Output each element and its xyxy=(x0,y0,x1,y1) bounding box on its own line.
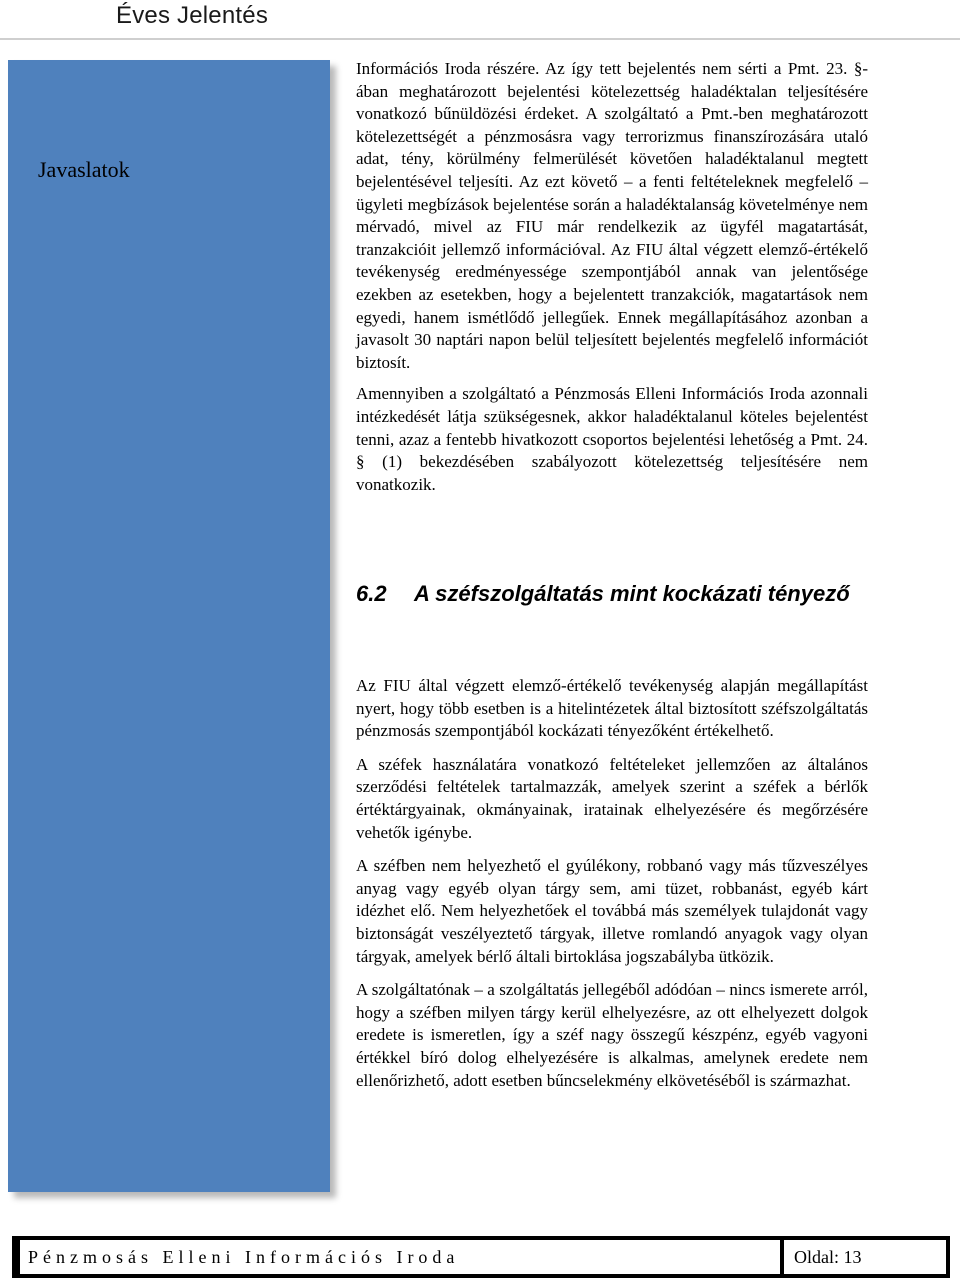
sidebar-panel xyxy=(8,60,330,1192)
section-number: 6.2 xyxy=(356,581,387,606)
paragraph: Az FIU által végzett elemző-értékelő tevékenység alapján megállapítást nyert, hogy több esetben is a hitelintézetek által biztosított széfszolgáltatás pénzmosás szempontjából kockázati tényezőként értékelhető. xyxy=(356,676,868,741)
footer-page-number: Oldal: 13 xyxy=(784,1240,946,1274)
page-footer xyxy=(12,1236,950,1278)
paragraph: A szolgáltatónak – a szolgáltatás jellegéből adódóan – nincs ismerete arról, hogy a széfben milyen tárgy kerül elhelyezésre, az ott elhelyezett dolgok eredete is ismeretlen, így a széf nagy összegű készpénz, egyéb vagyoni értékkel bíró dolog elhelyezésére is alkalmas, amelynek eredete nem ellenőrizhető, adott esetben bűncselekmény elkövetéséből is származhat. xyxy=(356,980,868,1090)
paragraph: A széfben nem helyezhető el gyúlékony, robbanó vagy más tűzveszélyes anyag vagy egyéb olyan tárgy sem, ami tüzet, robbanást, egyéb kárt idézhet elő. Nem helyezhetőek el továbbá más személyek tulajdonát vagy biztonságát veszélyeztető tárgyak, illetve romlandó anyagok vagy olyan tárgyak, amelyek bérlő általi birtoklása jogszabályba ütközik. xyxy=(356,856,868,966)
paragraph: Amennyiben a szolgáltató a Pénzmosás Elleni Információs Iroda azonnali intézkedését látja szükségesnek, akkor haladéktalanul köteles bejelentést tenni, azaz a fentebb hivatkozott csoportos bejelentési lehetőség a Pmt. 24. § (1) bekezdésében szabályozott kötelezettség teljesítésére nem vonatkozik. xyxy=(356,384,868,494)
section-title: A széfszolgáltatás mint kockázati tényező xyxy=(414,581,850,606)
header-divider xyxy=(0,38,960,40)
sidebar-label: Javaslatok xyxy=(38,157,130,182)
footer-organization: Pénzmosás Elleni Információs Iroda xyxy=(20,1240,780,1274)
intro-text xyxy=(356,58,868,496)
paragraph: Információs Iroda részére. Az így tett bejelentés nem sérti a Pmt. 23. §-ában meghatározott bejelentési kötelezettség haladéktalan teljesítésére vonatkozó bűnüldözési érdeket. A szolgáltató a Pmt.-ben meghatározott kötelezettségét a pénzmosásra vagy terrorizmus finanszírozására utaló adat, tény, körülmény felmerülését követően haladéktalanul megtett bejelentésével teljesíti. Az ezt követő – a fenti feltételeknek megfelelő – ügyleti megbízások bejelentése során a haladéktalanság követelménye nem mérvadó, mivel az FIU már rendelkezik az ügyfél magatartását, tranzakcióit jellemző információval. Az FIU által végzett elemző-értékelő tevékenység eredményessége szempontjából annak van jelentősége ezekben az esetekben, hogy a bejelentett tranzakciók, magatartások nem egyedi, hanem ismétlődő jellegűek. Ennek megállapításához azonban a javasolt 30 naptári napon belül teljesített bejelentés megfelelő információt biztosít. xyxy=(356,59,868,372)
paragraph: A széfek használatára vonatkozó feltételeket jellemzően az általános szerződési feltételek tartalmazzák, amelyek szerint a széfek a bérlők értéktárgyainak, okmányainak, iratainak elhelyezésére és megőrzésére vehetők igénybe. xyxy=(356,754,868,842)
page-header-title: Éves Jelentés xyxy=(116,2,269,29)
section-heading xyxy=(356,580,876,607)
section-text xyxy=(356,675,868,1103)
